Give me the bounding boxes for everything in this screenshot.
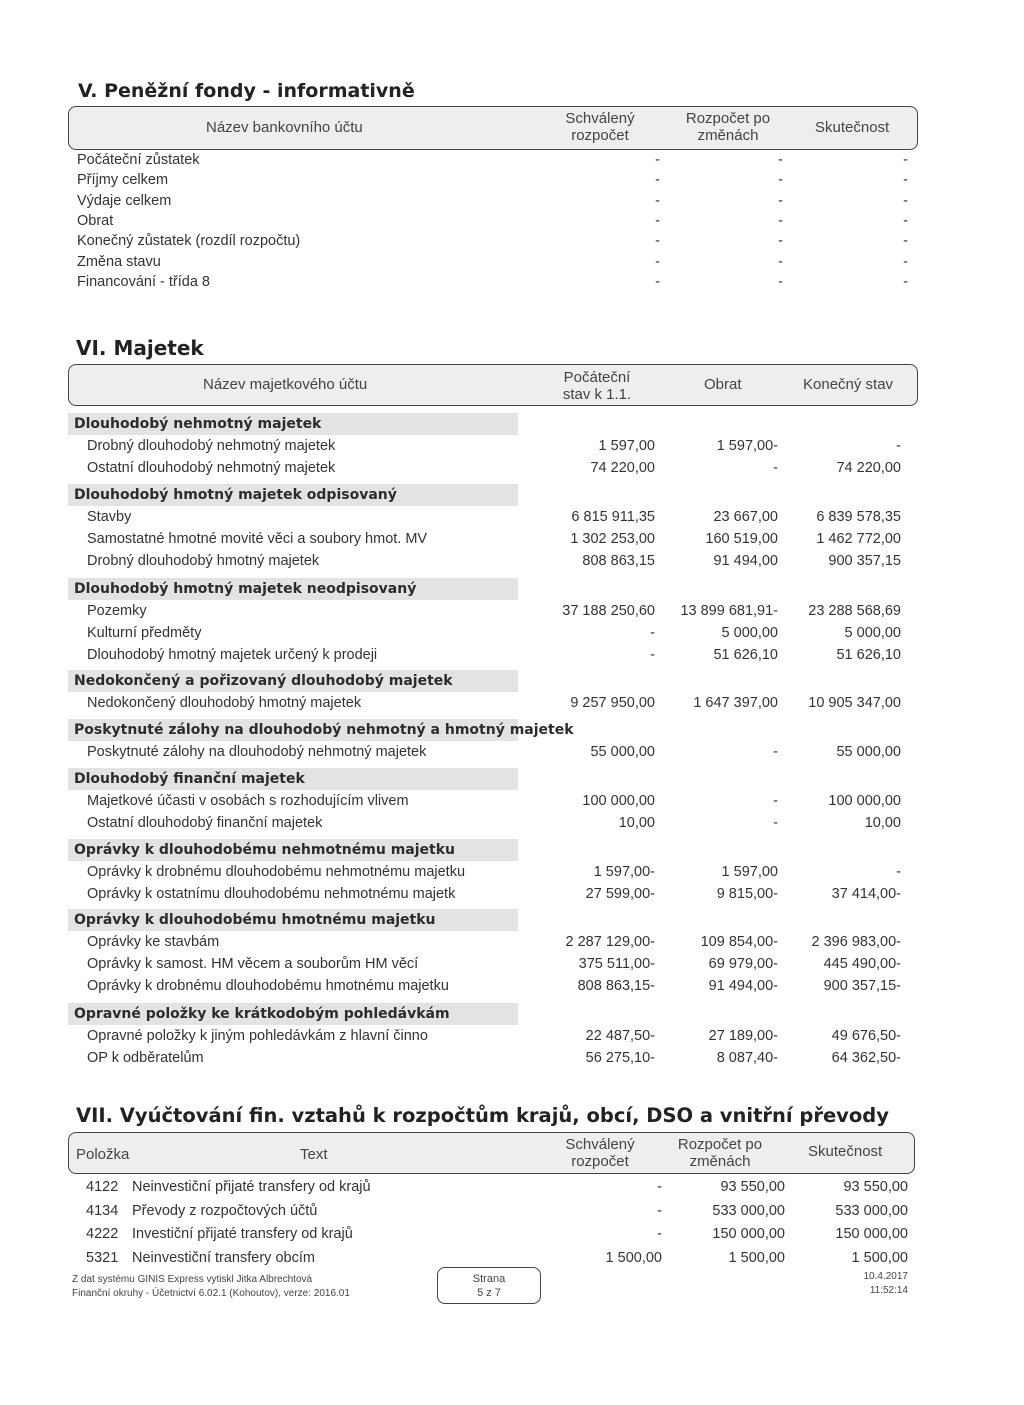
asset-row [0,603,1024,623]
asset-row-start: 1 597,00 [598,438,655,454]
asset-group-header: Poskytnuté zálohy na dlouhodobý nehmotný a hmotný majetek [68,719,518,741]
fund-row-actual: - [903,152,908,168]
asset-row [0,647,1024,667]
transfer-row-revised: 93 550,00 [720,1179,785,1195]
asset-row-turnover: 109 854,00- [700,934,778,950]
asset-group-header: Opravné položky ke krátkodobým pohledávkám [68,1003,518,1025]
asset-row-label: Nedokončený dlouhodobý hmotný majetek [87,695,362,711]
asset-row-turnover: 27 189,00- [708,1028,778,1044]
asset-row-turnover: 160 519,00 [705,531,778,547]
transfer-row-approved: - [657,1226,662,1242]
transfer-row-code: 4122 [86,1179,119,1195]
asset-row-turnover: 9 815,00- [716,886,778,902]
asset-row-turnover: - [773,460,778,476]
fund-row-approved: - [655,212,660,229]
fund-row-approved: - [655,253,660,270]
fund-row-actual: - [903,192,908,209]
asset-row-start: 100 000,00 [582,793,655,809]
asset-row-end: 900 357,15- [823,978,901,994]
asset-group-header: Dlouhodobý nehmotný majetek [68,413,518,435]
asset-row-turnover: 23 667,00 [713,509,778,525]
asset-row-start: 9 257 950,00 [570,695,655,711]
asset-row-turnover: 1 597,00- [716,438,778,454]
fund-row-revised: - [778,152,783,168]
fund-row-approved: - [655,172,660,189]
asset-row-start: 55 000,00 [590,744,655,760]
footer-date: 10.4.2017 [863,1271,908,1282]
asset-row-start: 22 487,50- [585,1028,655,1044]
section-vii-header-text: Text [300,1146,328,1163]
asset-row-label: Stavby [87,509,132,525]
asset-row-label: Oprávky k drobnému dlouhodobému hmotnému majetku [87,978,449,994]
asset-row-end: 55 000,00 [836,744,901,760]
asset-row-turnover: 91 494,00 [713,553,778,569]
asset-row-start: - [650,625,655,641]
asset-row-start: 1 597,00- [593,864,655,880]
fund-row-revised: - [778,253,783,270]
asset-row-end: 445 490,00- [823,956,901,972]
transfer-row-revised: 533 000,00 [712,1202,785,1219]
fund-row-label: Výdaje celkem [77,192,172,209]
footer-time: 11:52:14 [869,1285,908,1296]
transfer-row [0,1203,1024,1223]
asset-row-turnover: 91 494,00- [708,978,778,994]
transfer-row-approved: 1 500,00 [605,1249,662,1266]
transfer-row-text: Investiční přijaté transfery od krajů [132,1226,353,1242]
asset-group-header: Dlouhodobý hmotný majetek neodpisovaný [68,578,518,600]
fund-row-actual: - [903,233,908,250]
asset-row-end: 2 396 983,00- [811,934,901,950]
fund-row [0,193,1024,213]
section-v-header [68,106,918,150]
footer-print-info: Z dat systému GINIS Express vytiskl Jitka Albrechtová [72,1274,313,1285]
asset-row-label: Drobný dlouhodobý nehmotný majetek [87,438,336,454]
page-number-box [437,1267,541,1304]
asset-row-end: 23 288 568,69 [808,603,901,619]
asset-row [0,531,1024,551]
asset-row-start: 56 275,10- [585,1050,655,1066]
transfer-row-text: Neinvestiční transfery obcím [132,1249,315,1266]
fund-row-actual: - [903,273,908,290]
asset-row-turnover: 69 979,00- [708,956,778,972]
asset-row [0,509,1024,529]
footer-module-info: Finanční okruhy - Účetnictví 6.02.1 (Kohoutov), verze: 2016.01 [72,1288,350,1299]
asset-row-turnover: - [773,793,778,809]
asset-row-end: 1 462 772,00 [816,531,901,547]
fund-row-label: Financování - třída 8 [77,273,210,290]
fund-row-actual: - [903,253,908,270]
asset-group-header: Oprávky k dlouhodobému hmotnému majetku [68,909,518,931]
asset-row-label: Oprávky ke stavbám [87,934,220,950]
asset-row-turnover: 51 626,10 [713,647,778,663]
asset-row [0,695,1024,715]
asset-row-label: Majetkové účasti v osobách s rozhodujícím vlivem [87,793,409,809]
asset-row-label: Oprávky k drobnému dlouhodobému nehmotnému majetku [87,864,466,880]
asset-row-end: 51 626,10 [836,647,901,663]
asset-row-end: 5 000,00 [844,625,901,641]
asset-row-label: Opravné položky k jiným pohledávkám z hlavní činno [87,1028,428,1044]
asset-row [0,744,1024,764]
asset-row [0,553,1024,573]
fund-row-label: Obrat [77,212,114,229]
page-value: 5 z 7 [477,1287,501,1299]
section-v-header-revised: Rozpočet po změnách [685,110,771,144]
asset-row-end: - [896,438,901,454]
asset-group-header: Oprávky k dlouhodobému nehmotnému majetku [68,839,518,861]
asset-row-start: 375 511,00- [578,956,655,972]
section-v-header-approved: Schválený rozpočet [565,110,635,144]
asset-row-start: - [650,647,655,663]
section-vii-title: VII. Vyúčtování fin. vztahů k rozpočtům krajů, obcí, DSO a vnitřní převody [76,1104,889,1127]
asset-row-end: 10,00 [864,815,901,831]
fund-row-actual: - [903,212,908,229]
transfer-row-actual: 1 500,00 [851,1249,908,1266]
asset-row-label: Oprávky k ostatnímu dlouhodobému nehmotnému majetk [87,886,456,902]
asset-row-start: 6 815 911,35 [571,509,655,525]
asset-row-end: 49 676,50- [831,1028,901,1044]
fund-row-approved: - [655,233,660,250]
asset-row [0,864,1024,884]
section-vii-header-item: Položka [76,1146,130,1163]
asset-row-start: 808 863,15 [582,553,655,569]
asset-row-start: 1 302 253,00 [570,531,655,547]
asset-row-start: 2 287 129,00- [565,934,655,950]
asset-row-start: 808 863,15- [577,978,655,994]
asset-row [0,934,1024,954]
transfer-row [0,1226,1024,1246]
fund-row-revised: - [778,233,783,250]
asset-row [0,793,1024,813]
fund-row [0,152,1024,172]
asset-row [0,978,1024,998]
asset-row-turnover: - [773,815,778,831]
fund-row-label: Příjmy celkem [77,172,169,189]
fund-row [0,274,1024,294]
asset-row-start: 27 599,00- [585,886,655,902]
asset-row [0,460,1024,480]
fund-row-revised: - [778,172,783,189]
section-v-header-name: Název bankovního účtu [206,119,363,136]
asset-row-label: Samostatné hmotné movité věci a soubory hmot. MV [87,531,428,547]
asset-row-start: 74 220,00 [590,460,655,476]
fund-row [0,254,1024,274]
asset-row-label: OP k odběratelům [87,1050,204,1066]
fund-row-approved: - [655,192,660,209]
asset-row [0,438,1024,458]
fund-row [0,172,1024,192]
transfer-row-actual: 533 000,00 [835,1202,908,1219]
fund-row [0,233,1024,253]
asset-row-label: Ostatní dlouhodobý finanční majetek [87,815,323,831]
section-vi-header [68,364,918,406]
section-vi-header-turnover: Obrat [704,376,742,393]
fund-row-label: Počáteční zůstatek [77,152,200,168]
asset-row-end: 6 839 578,35 [816,509,901,525]
transfer-row-code: 4134 [86,1202,119,1219]
transfer-row-code: 5321 [86,1249,119,1266]
section-v-header-actual: Skutečnost [815,119,890,136]
section-v-title: V. Peněžní fondy - informativně [78,80,415,102]
asset-row [0,886,1024,906]
fund-row-label: Změna stavu [77,253,161,270]
asset-group-header: Dlouhodobý finanční majetek [68,768,518,790]
section-vi-header-end: Konečný stav [803,376,894,393]
asset-row-turnover: 8 087,40- [716,1050,778,1066]
asset-row-label: Drobný dlouhodobý hmotný majetek [87,553,320,569]
asset-row [0,815,1024,835]
asset-row-turnover: 13 899 681,91- [680,603,778,619]
section-vii-header [68,1132,915,1174]
section-vii-header-actual: Skutečnost [808,1143,883,1160]
fund-row-actual: - [903,172,908,189]
asset-row-end: 37 414,00- [831,886,901,902]
transfer-row-approved: - [657,1202,662,1219]
asset-row-label: Kulturní předměty [87,625,202,641]
section-vi-title: VI. Majetek [76,336,204,360]
transfer-row-text: Převody z rozpočtových účtů [132,1202,318,1219]
asset-group-header: Dlouhodobý hmotný majetek odpisovaný [68,484,518,506]
asset-row-label: Ostatní dlouhodobý nehmotný majetek [87,460,336,476]
asset-row-label: Oprávky k samost. HM věcem a souborům HM věcí [87,956,419,972]
section-vii-header-revised: Rozpočet po změnách [677,1136,763,1170]
fund-row-approved: - [655,273,660,290]
asset-row-end: 900 357,15 [828,553,901,569]
asset-row-turnover: 1 597,00 [721,864,778,880]
page-label: Strana [472,1273,506,1285]
asset-row-end: 100 000,00 [828,793,901,809]
fund-row-label: Konečný zůstatek (rozdíl rozpočtu) [77,233,301,250]
fund-row-revised: - [778,212,783,229]
asset-group-header: Nedokončený a pořizovaný dlouhodobý majetek [68,670,518,692]
asset-row-label: Poskytnuté zálohy na dlouhodobý nehmotný majetek [87,744,427,760]
fund-row-revised: - [778,273,783,290]
section-vii-header-approved: Schválený rozpočet [565,1136,635,1170]
asset-row-end: 64 362,50- [831,1050,901,1066]
section-vi-header-name: Název majetkového účtu [203,376,368,393]
asset-row-turnover: 5 000,00 [721,625,778,641]
asset-row [0,956,1024,976]
transfer-row-revised: 150 000,00 [712,1226,785,1242]
asset-row-end: 10 905 347,00 [808,695,901,711]
fund-row [0,213,1024,233]
asset-row-end: 74 220,00 [836,460,901,476]
fund-row-approved: - [655,152,660,168]
transfer-row-actual: 93 550,00 [843,1179,908,1195]
asset-row-start: 10,00 [618,815,655,831]
asset-row-label: Dlouhodobý hmotný majetek určený k prodeji [87,647,378,663]
asset-row [0,625,1024,645]
asset-row [0,1050,1024,1070]
transfer-row-approved: - [657,1179,662,1195]
asset-row [0,1028,1024,1048]
asset-row-start: 37 188 250,60 [562,603,655,619]
transfer-row [0,1179,1024,1199]
transfer-row-revised: 1 500,00 [728,1249,785,1266]
transfer-row-actual: 150 000,00 [835,1226,908,1242]
asset-row-turnover: - [773,744,778,760]
transfer-row-code: 4222 [86,1226,119,1242]
fund-row-revised: - [778,192,783,209]
section-vi-header-start: Počáteční stav k 1.1. [562,369,632,403]
asset-row-label: Pozemky [87,603,147,619]
asset-row-end: - [896,864,901,880]
asset-row-turnover: 1 647 397,00 [693,695,778,711]
transfer-row-text: Neinvestiční přijaté transfery od krajů [132,1179,371,1195]
